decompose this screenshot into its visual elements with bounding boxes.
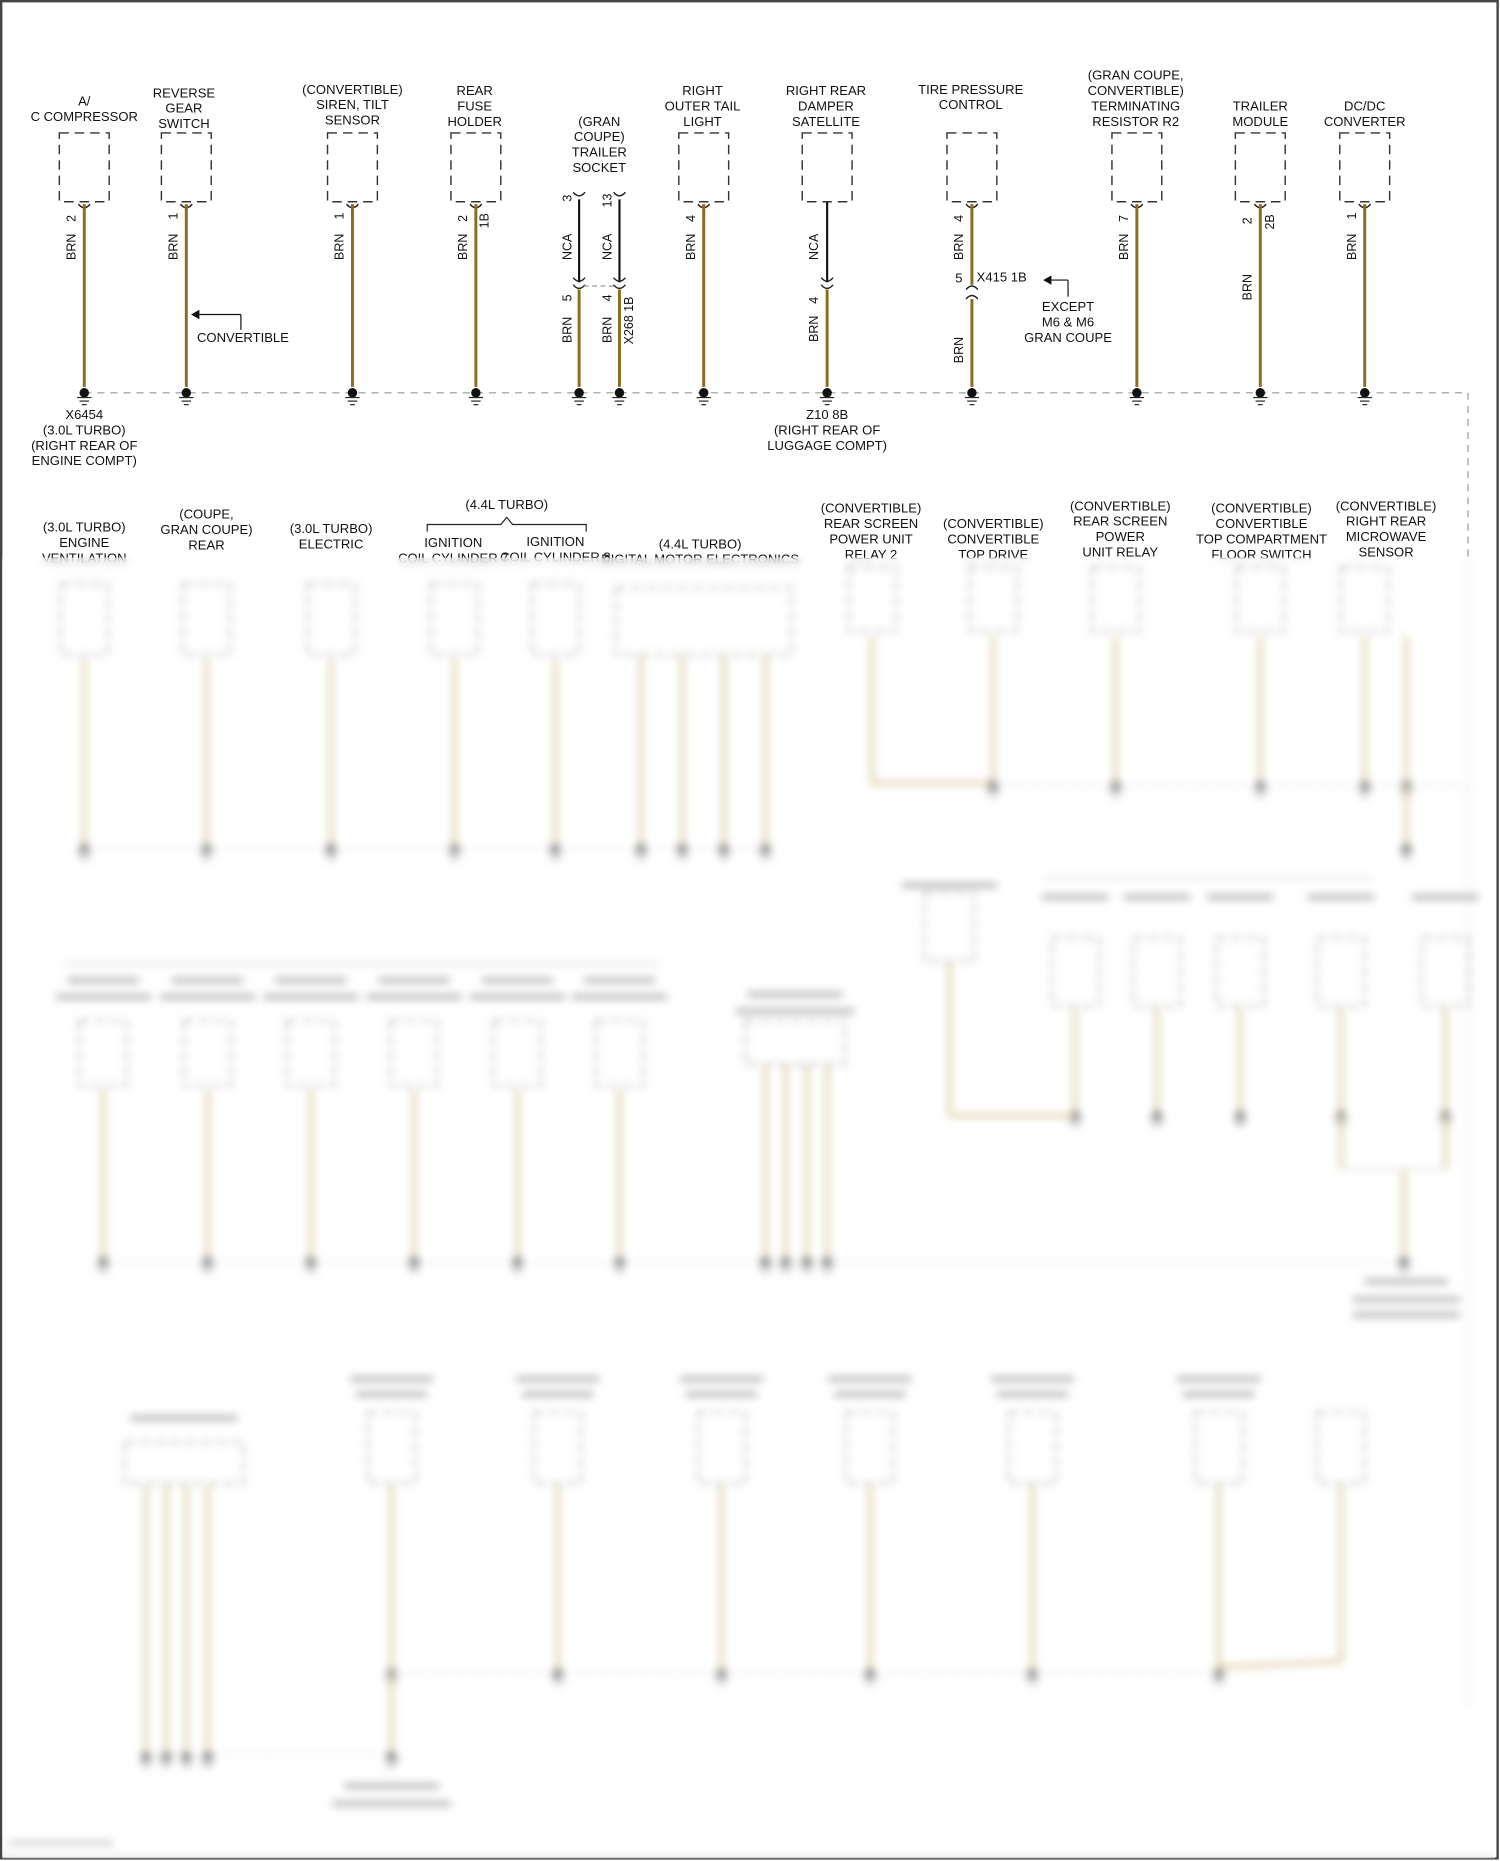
component-coupe-rear: (COUPE, GRAN COUPE) REAR xyxy=(160,507,253,554)
component-top-drive: (CONVERTIBLE) CONVERTIBLE TOP DRIVE xyxy=(942,517,1044,563)
component-ignition-coil-7: IGNITION COIL CYLINDER 7 xyxy=(398,536,509,567)
pin-label: 4 xyxy=(807,296,822,304)
pin-label: 4 xyxy=(601,294,616,302)
component-right-rear-damper-satellite: RIGHT REAR DAMPER SATELLITE xyxy=(785,84,867,130)
wire-color-label: BRN xyxy=(952,233,967,260)
ground-point-icon xyxy=(1132,388,1141,397)
wire-color-label: BRN xyxy=(64,233,79,260)
component-box xyxy=(328,133,378,202)
wire-color-label: BRN xyxy=(332,233,348,260)
group-brace xyxy=(427,517,586,531)
pin-label: 2 xyxy=(1240,217,1255,225)
wire-color-label: BRN xyxy=(1240,274,1255,301)
connector-label: X268 1B xyxy=(622,296,637,345)
pin-label: 5 xyxy=(560,294,575,302)
ground-point-icon xyxy=(574,388,583,397)
pin-label: 1 xyxy=(332,212,348,220)
connector-label: X415 1B xyxy=(976,270,1027,285)
component-trailer-module: TRAILER MODULE xyxy=(1232,99,1289,130)
ground-point-icon xyxy=(471,388,480,397)
pin-label: 1 xyxy=(1345,212,1360,220)
ground-x6454-label: X6454 (3.0L TURBO) (RIGHT REAR OF ENGINE COMPT) xyxy=(31,408,138,469)
pin-label: 3 xyxy=(560,194,575,202)
connector-icon xyxy=(821,285,833,289)
component-microwave-sensor: (CONVERTIBLE) RIGHT REAR MICROWAVE SENSOR xyxy=(1335,499,1437,561)
wire-color-label: NCA xyxy=(601,233,616,260)
pin-label: 2 xyxy=(64,214,79,222)
wire-color-label: BRN xyxy=(1117,233,1132,260)
ground-point-icon xyxy=(967,388,976,397)
connector-label: 1B xyxy=(477,213,492,229)
component-dme: (4.4L TURBO) DIGITAL MOTOR ELECTRONICS xyxy=(601,537,800,568)
wire-color-label: BRN xyxy=(560,316,575,344)
component-box xyxy=(1235,133,1285,202)
pin-label: 4 xyxy=(684,214,699,222)
wire-color-label: BRN xyxy=(952,336,967,364)
component-terminating-resistor: (GRAN COUPE, CONVERTIBLE) TERMINATING RESISTOR R2 xyxy=(1087,68,1184,130)
connector-icon xyxy=(614,285,626,289)
except-m6-note: EXCEPT M6 & M6 GRAN COUPE xyxy=(1024,300,1112,346)
component-trailer-socket: (GRAN COUPE) TRAILER SOCKET xyxy=(571,115,627,176)
component-rear-screen-relay-2: (CONVERTIBLE) REAR SCREEN POWER UNIT RELAY 2 xyxy=(820,501,922,563)
wire-color-label: BRN xyxy=(601,316,616,344)
ground-point-icon xyxy=(80,388,89,397)
connector-label: 2B xyxy=(1263,214,1278,230)
component-rear-screen-unit-relay: (CONVERTIBLE) REAR SCREEN POWER UNIT RELAY xyxy=(1069,499,1171,561)
ground-point-icon xyxy=(822,388,831,397)
component-box xyxy=(1340,133,1390,202)
pin-label: 1 xyxy=(166,212,181,220)
wire-color-label: BRN xyxy=(456,233,471,260)
wire-color-label: BRN xyxy=(684,233,699,260)
component-box xyxy=(59,133,109,202)
wire-color-label: BRN xyxy=(166,233,181,260)
ground-point-icon xyxy=(1360,388,1369,397)
ground-point-icon xyxy=(1256,388,1265,397)
wire-color-label: BRN xyxy=(807,315,822,342)
component-engine-ventilation: (3.0L TURBO) ENGINE VENTILATION xyxy=(41,520,127,567)
ground-point-icon xyxy=(615,388,624,397)
component-box xyxy=(679,133,729,202)
group-44l-turbo: (4.4L TURBO) xyxy=(465,498,549,513)
component-box xyxy=(947,133,997,202)
component-siren-tilt-sensor: (CONVERTIBLE) SIREN, TILT SENSOR xyxy=(302,83,403,129)
component-box xyxy=(451,133,501,202)
component-box xyxy=(161,133,211,202)
ground-point-icon xyxy=(699,388,708,397)
component-dcdc-converter: DC/DC CONVERTER xyxy=(1323,99,1406,130)
ground-point-icon xyxy=(348,388,357,397)
component-right-outer-tail-light: RIGHT OUTER TAIL LIGHT xyxy=(664,84,741,130)
convertible-note: CONVERTIBLE xyxy=(196,331,289,346)
pin-label: 13 xyxy=(601,193,616,208)
wire-color-label: NCA xyxy=(560,233,575,260)
component-electric: (3.0L TURBO) ELECTRIC xyxy=(289,522,373,552)
component-tire-pressure-control: TIRE PRESSURE CONTROL xyxy=(918,83,1024,113)
arrow-icon xyxy=(191,310,199,319)
ground-point-icon xyxy=(182,388,191,397)
component-ignition-coil-8: IGNITION COIL CYLINDER 8 xyxy=(500,535,611,565)
ground-z10-label: Z10 8B (RIGHT REAR OF LUGGAGE COMPT) xyxy=(767,408,887,454)
component-reverse-gear-switch: REVERSE GEAR SWITCH xyxy=(152,86,216,132)
component-floor-switch: (CONVERTIBLE) CONVERTIBLE TOP COMPARTMENT FLOOR SWITCH xyxy=(1195,501,1327,563)
component-box xyxy=(802,133,852,202)
pin-label: 2 xyxy=(456,214,471,222)
component-rear-fuse-holder: REAR FUSE HOLDER xyxy=(447,84,502,130)
arrow-icon xyxy=(1043,275,1051,284)
component-ac-compressor: A/ C COMPRESSOR xyxy=(30,94,138,125)
pin-label: 5 xyxy=(955,271,963,286)
connector-icon xyxy=(966,286,978,299)
pin-label: 7 xyxy=(1117,214,1132,222)
connector-icon xyxy=(573,285,585,289)
component-box xyxy=(1112,133,1162,202)
wire-color-label: NCA xyxy=(807,233,822,260)
obscured-region xyxy=(2,558,1495,1859)
wire-color-label: BRN xyxy=(1345,233,1360,260)
pin-label: 4 xyxy=(952,214,967,222)
